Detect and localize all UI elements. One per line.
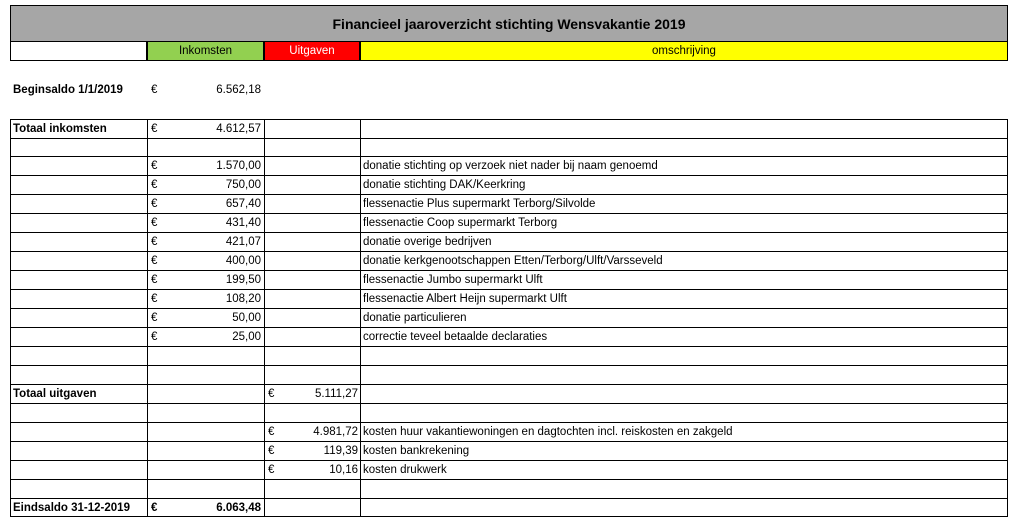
currency-symbol: €	[151, 254, 158, 267]
inkomsten-row	[10, 289, 1008, 308]
currency-symbol: €	[151, 216, 158, 229]
uitgaven-description: kosten drukwerk	[363, 463, 447, 476]
inkomsten-row	[10, 251, 1008, 270]
inkomsten-value: 431,40	[225, 216, 261, 229]
inkomsten-description: flessenactie Albert Heijn supermarkt Ulft	[363, 292, 567, 305]
inkomsten-row	[10, 213, 1008, 232]
inkomsten-description: flessenactie Jumbo supermarkt Ulft	[363, 273, 543, 286]
inkomsten-row	[10, 194, 1008, 213]
inkomsten-value: 108,20	[225, 292, 261, 305]
currency-symbol: €	[151, 292, 158, 305]
totaal-uitgaven-value: 5.111,27	[314, 387, 358, 400]
currency-symbol: €	[268, 387, 275, 400]
currency-symbol: €	[151, 159, 158, 172]
currency-symbol: €	[151, 197, 158, 210]
sheet-title	[10, 5, 1008, 41]
inkomsten-row	[10, 232, 1008, 251]
header-inkomsten: Inkomsten	[147, 41, 264, 61]
inkomsten-description: correctie teveel betaalde declaraties	[363, 330, 548, 343]
totaal-inkomsten-row	[10, 119, 1008, 138]
uitgaven-value: 119,39	[323, 444, 358, 457]
inkomsten-description: donatie stichting op verzoek niet nader bij naam genoemd	[363, 159, 658, 172]
currency-symbol: €	[268, 425, 275, 438]
inkomsten-row	[10, 270, 1008, 289]
uitgaven-description: kosten huur vakantiewoningen en dagtochten incl. reiskosten en zakgeld	[363, 425, 733, 438]
inkomsten-row	[10, 308, 1008, 327]
currency-symbol: €	[268, 444, 275, 457]
inkomsten-value: 400,00	[225, 254, 261, 267]
currency-symbol: €	[151, 235, 158, 248]
header-uitgaven: Uitgaven	[264, 41, 360, 61]
eindsaldo-value: 6.063,48	[216, 501, 261, 514]
header-blank-cell	[10, 41, 147, 61]
uitgaven-value: 4.981,72	[313, 425, 358, 438]
currency-symbol: €	[151, 330, 158, 343]
inkomsten-value: 25,00	[232, 330, 261, 343]
inkomsten-value: 421,07	[225, 235, 261, 248]
totaal-uitgaven-label: Totaal uitgaven	[13, 387, 97, 400]
beginsaldo-value: 6.562,18	[216, 83, 261, 96]
inkomsten-row	[10, 156, 1008, 175]
inkomsten-description: donatie kerkgenootschappen Etten/Terborg/Ulft/Varsseveld	[363, 254, 663, 267]
inkomsten-row	[10, 327, 1008, 346]
currency-symbol: €	[151, 122, 158, 135]
header-omschrijving: omschrijving	[360, 41, 1008, 61]
currency-symbol: €	[151, 501, 158, 514]
inkomsten-value: 199,50	[225, 273, 261, 286]
uitgaven-row	[10, 460, 1008, 479]
inkomsten-description: flessenactie Coop supermarkt Terborg	[363, 216, 558, 229]
inkomsten-description: donatie particulieren	[363, 311, 467, 324]
currency-symbol: €	[151, 178, 158, 191]
inkomsten-row	[10, 175, 1008, 194]
currency-symbol: €	[151, 83, 158, 96]
beginsaldo-label: Beginsaldo 1/1/2019	[13, 83, 123, 96]
inkomsten-value: 750,00	[225, 178, 261, 191]
uitgaven-description: kosten bankrekening	[363, 444, 470, 457]
currency-symbol: €	[151, 311, 158, 324]
currency-symbol: €	[151, 273, 158, 286]
totaal-inkomsten-value: 4.612,57	[216, 122, 261, 135]
inkomsten-value: 50,00	[232, 311, 261, 324]
totaal-inkomsten-label: Totaal inkomsten	[13, 122, 107, 135]
uitgaven-row	[10, 441, 1008, 460]
title-text: Financieel jaaroverzicht stichting Wensvakantie 2019	[332, 15, 686, 32]
eindsaldo-row	[10, 498, 1008, 517]
inkomsten-description: donatie overige bedrijven	[363, 235, 492, 248]
totaal-uitgaven-row	[10, 384, 1008, 403]
inkomsten-description: flessenactie Plus supermarkt Terborg/Silvolde	[363, 197, 596, 210]
currency-symbol: €	[268, 463, 275, 476]
eindsaldo-label: Eindsaldo 31-12-2019	[13, 501, 130, 514]
inkomsten-value: 657,40	[225, 197, 261, 210]
beginsaldo-row	[10, 80, 1008, 99]
inkomsten-value: 1.570,00	[216, 159, 261, 172]
uitgaven-value: 10,16	[329, 463, 358, 476]
inkomsten-description: donatie stichting DAK/Keerkring	[363, 178, 526, 191]
uitgaven-row	[10, 422, 1008, 441]
